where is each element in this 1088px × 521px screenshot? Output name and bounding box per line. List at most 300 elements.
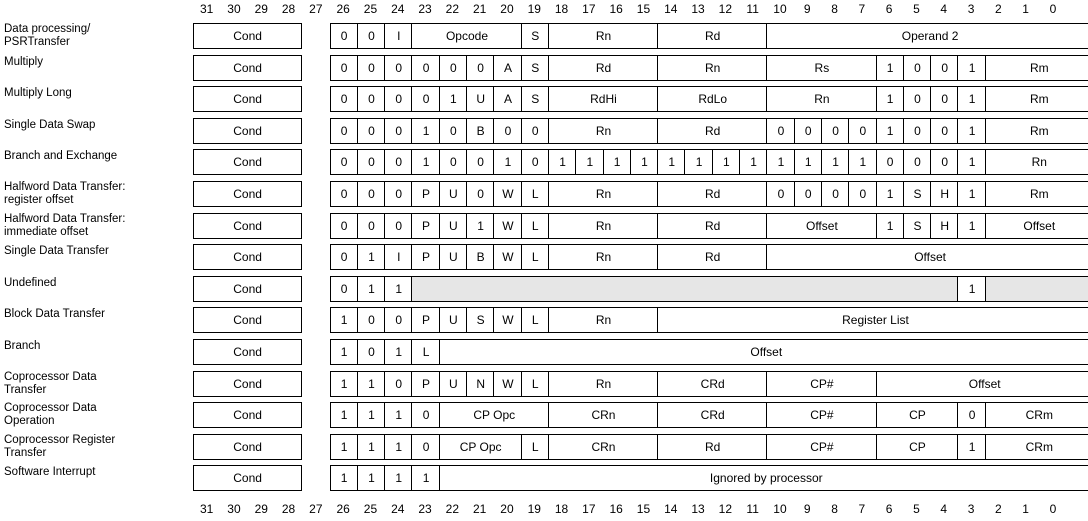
bit-field: 0 [357, 181, 385, 207]
bit-number-top: 15 [636, 2, 651, 16]
bit-field: S [466, 307, 494, 333]
instruction-label-line: Transfer [4, 383, 47, 396]
bit-field: 0 [330, 244, 358, 270]
bit-field: Rn [548, 307, 658, 333]
bit-field: A [493, 55, 521, 81]
bit-field: Cond [193, 23, 302, 49]
bit-field: 0 [357, 86, 385, 112]
bit-field: Rd [657, 118, 767, 144]
bit-field: 0 [903, 118, 931, 144]
bit-field: 0 [357, 339, 385, 365]
bit-number-bottom: 1 [1022, 502, 1029, 516]
bit-field: Rm [985, 86, 1088, 112]
bit-number-bottom: 22 [445, 502, 460, 516]
bit-field: CP# [766, 434, 876, 460]
bit-field: 1 [330, 339, 358, 365]
bit-number-top: 25 [363, 2, 378, 16]
bit-field: Rn [548, 23, 658, 49]
bit-field: Rm [985, 181, 1088, 207]
bit-number-top: 11 [746, 2, 759, 16]
bit-number-bottom: 25 [363, 502, 378, 516]
bit-field: Rd [657, 23, 767, 49]
bit-field: 1 [384, 339, 412, 365]
bit-field: L [521, 307, 549, 333]
bit-field: 1 [712, 149, 740, 175]
bit-field: CRd [657, 402, 767, 428]
bit-field: Cond [193, 434, 302, 460]
bit-number-top: 3 [967, 2, 975, 16]
bit-field: U [439, 213, 467, 239]
bit-field: Rd [657, 213, 767, 239]
bit-number-bottom: 2 [994, 502, 1002, 516]
bit-field: Rm [985, 118, 1088, 144]
bit-field: Cond [193, 86, 302, 112]
bit-field: L [521, 434, 549, 460]
bit-field: CRn [548, 402, 658, 428]
bit-field: 0 [411, 55, 439, 81]
instruction-label-line: Single Data Swap [4, 118, 96, 131]
bit-field: Cond [193, 465, 302, 491]
instruction-label-line: Operation [4, 415, 55, 428]
bit-field: 1 [330, 402, 358, 428]
instruction-label-line: PSRTransfer [4, 36, 70, 48]
bit-field: 0 [466, 181, 494, 207]
instruction-label [4, 308, 105, 321]
bit-number-bottom: 27 [309, 502, 323, 516]
bit-field: 1 [739, 149, 767, 175]
bit-field: RdHi [548, 86, 658, 112]
bit-number-top: 27 [309, 2, 323, 16]
bit-number-bottom: 19 [527, 502, 541, 516]
bit-field: 0 [930, 55, 958, 81]
bit-field: W [493, 213, 521, 239]
bit-field: 0 [766, 118, 794, 144]
bit-field: 1 [357, 434, 385, 460]
bit-field: 1 [493, 149, 521, 175]
bit-field: Rd [548, 55, 658, 81]
bit-field: 1 [357, 465, 385, 491]
unused-field [411, 276, 958, 302]
bit-field: Cond [193, 244, 302, 270]
bit-field: Rn [766, 86, 876, 112]
bit-number-bottom: 30 [227, 502, 241, 516]
instruction-label-line: Coprocessor Data [4, 402, 97, 415]
bit-field: B [466, 118, 494, 144]
bit-number-top: 8 [831, 2, 838, 16]
bit-field: 0 [493, 118, 521, 144]
bit-field: 0 [357, 23, 385, 49]
bit-number-top: 6 [885, 2, 893, 16]
bit-field: 0 [876, 149, 904, 175]
bit-field: Ignored by processor [439, 465, 1088, 491]
bit-number-bottom: 3 [967, 502, 975, 516]
bit-field: W [493, 181, 521, 207]
bit-field: 0 [411, 402, 439, 428]
bit-field: Rn [657, 55, 767, 81]
bit-field: S [521, 55, 549, 81]
bit-number-bottom: 7 [858, 502, 866, 516]
bit-field: 1 [957, 118, 985, 144]
bit-field: Cond [193, 339, 302, 365]
bit-field: 1 [466, 213, 494, 239]
bit-field: Operand 2 [766, 23, 1088, 49]
bit-field: Rd [657, 434, 767, 460]
bit-field: 1 [411, 149, 439, 175]
bit-field: 0 [330, 55, 358, 81]
bit-field: 0 [439, 118, 467, 144]
bit-field: 1 [766, 149, 794, 175]
instruction-label-line: Multiply Long [4, 87, 72, 100]
bit-field: Offset [766, 244, 1088, 270]
bit-field: 0 [821, 181, 849, 207]
bit-field: 1 [876, 181, 904, 207]
bit-field: 0 [357, 118, 385, 144]
bit-field: W [493, 371, 521, 397]
bit-field: Rs [766, 55, 876, 81]
instruction-label-line: Data processing/ [4, 23, 91, 35]
instruction-label-line: immediate offset [4, 225, 89, 238]
bit-field: P [411, 307, 439, 333]
bit-number-top: 16 [609, 2, 623, 16]
bit-field: 0 [848, 181, 876, 207]
bit-field: 0 [521, 149, 549, 175]
bit-field: 1 [876, 55, 904, 81]
bit-field: 1 [794, 149, 822, 175]
unused-field [985, 276, 1088, 302]
bit-field: 1 [330, 465, 358, 491]
bit-field: H [930, 213, 958, 239]
bit-field: 0 [903, 55, 931, 81]
bit-number-top: 17 [582, 2, 596, 16]
instruction-label-line: Halfword Data Transfer: [4, 181, 126, 193]
bit-field: 1 [957, 213, 985, 239]
bit-number-bottom: 9 [803, 502, 811, 516]
bit-field: 0 [384, 181, 412, 207]
bit-field: 1 [330, 434, 358, 460]
bit-field: 0 [384, 86, 412, 112]
bit-field: Rn [548, 244, 658, 270]
bit-field: Offset [985, 213, 1088, 239]
bit-number-top: 24 [391, 2, 405, 16]
bit-number-bottom: 21 [472, 502, 487, 516]
bit-field: L [521, 371, 549, 397]
bit-field: 0 [330, 23, 358, 49]
bit-field: U [439, 307, 467, 333]
bit-field: 1 [957, 149, 985, 175]
bit-number-bottom: 23 [418, 502, 432, 516]
bit-number-top: 23 [418, 2, 432, 16]
bit-field: 0 [930, 118, 958, 144]
bit-field: 0 [439, 55, 467, 81]
bit-field: 1 [575, 149, 603, 175]
instruction-label [4, 150, 117, 163]
bit-number-bottom: 14 [664, 502, 678, 516]
bit-field: Cond [193, 276, 302, 302]
bit-field: 1 [876, 213, 904, 239]
bit-field: 0 [384, 371, 412, 397]
instruction-label-line: Halfword Data Transfer: [4, 212, 126, 225]
bit-field: CRn [548, 434, 658, 460]
bit-field: U [439, 371, 467, 397]
instruction-label [4, 213, 125, 239]
bit-field: 1 [357, 402, 385, 428]
bit-field: P [411, 371, 439, 397]
bit-field: Cond [193, 149, 302, 175]
bit-number-bottom: 17 [582, 502, 596, 516]
bit-field: Cond [193, 181, 302, 207]
bit-field: I [384, 244, 412, 270]
instruction-label [4, 245, 109, 258]
bit-field: CP# [766, 402, 876, 428]
bit-field: Cond [193, 118, 302, 144]
bit-field: 1 [630, 149, 658, 175]
bit-field: S [903, 181, 931, 207]
bit-number-top: 14 [664, 2, 678, 16]
instruction-label-line: Multiply [4, 55, 43, 68]
bit-field: 0 [384, 55, 412, 81]
bit-field: B [466, 244, 494, 270]
bit-number-bottom: 15 [636, 502, 651, 516]
bit-field: 1 [411, 465, 439, 491]
instruction-label-line: Coprocessor Data [4, 370, 97, 383]
instruction-label [4, 119, 95, 132]
bit-number-bottom: 5 [913, 502, 920, 516]
bit-field: 0 [821, 118, 849, 144]
bit-field: CRd [657, 371, 767, 397]
bit-field: 0 [930, 86, 958, 112]
bit-field: CRm [985, 402, 1088, 428]
bit-field: L [521, 213, 549, 239]
bit-field: Offset [439, 339, 1088, 365]
bit-field: 0 [903, 149, 931, 175]
bit-field: CRm [985, 434, 1088, 460]
bit-field: Rm [985, 55, 1088, 81]
bit-field: Rn [548, 118, 658, 144]
bit-field: 0 [766, 181, 794, 207]
bit-field: 1 [357, 244, 385, 270]
bit-field: H [930, 181, 958, 207]
instruction-label-line: Branch and Exchange [4, 150, 118, 163]
bit-field: U [439, 244, 467, 270]
bit-field: I [384, 23, 412, 49]
instruction-label-line: register offset [4, 194, 74, 206]
bit-field: 1 [548, 149, 576, 175]
bit-field: Register List [657, 307, 1088, 333]
bit-number-bottom: 31 [199, 502, 214, 516]
bit-field: 0 [330, 118, 358, 144]
bit-number-bottom: 13 [691, 502, 705, 516]
bit-field: CP# [766, 371, 876, 397]
bit-number-top: 4 [940, 2, 948, 16]
bit-field: Offset [766, 213, 876, 239]
bit-number-bottom: 10 [773, 502, 787, 516]
bit-field: W [493, 244, 521, 270]
bit-number-top: 26 [336, 2, 350, 16]
bit-field: U [466, 86, 494, 112]
bit-number-bottom: 4 [940, 502, 948, 516]
bit-field: RdLo [657, 86, 767, 112]
bit-number-bottom: 11 [746, 502, 759, 516]
bit-field: 0 [848, 118, 876, 144]
bit-field: 0 [466, 55, 494, 81]
bit-field: 0 [384, 307, 412, 333]
bit-field: 1 [876, 86, 904, 112]
instruction-label [4, 23, 90, 49]
bit-field: 1 [821, 149, 849, 175]
instruction-label [4, 340, 40, 353]
bit-field: L [521, 181, 549, 207]
instruction-label [4, 466, 95, 479]
bit-number-bottom: 20 [500, 502, 514, 516]
bit-field: CP [876, 434, 959, 460]
bit-field: 0 [357, 307, 385, 333]
bit-field: Cond [193, 307, 302, 333]
bit-field: W [493, 307, 521, 333]
bit-field: 1 [957, 86, 985, 112]
bit-number-bottom: 12 [718, 502, 733, 516]
bit-field: 0 [330, 276, 358, 302]
bit-field: 0 [357, 149, 385, 175]
bit-field: A [493, 86, 521, 112]
instruction-label-line: Software Interrupt [4, 466, 96, 479]
bit-field: Offset [876, 371, 1088, 397]
bit-field: 0 [357, 55, 385, 81]
bit-field: 0 [384, 149, 412, 175]
bit-number-bottom: 28 [281, 502, 296, 516]
bit-field: 0 [794, 181, 822, 207]
bit-field: Rn [548, 371, 658, 397]
bit-number-top: 30 [227, 2, 241, 16]
bit-number-top: 18 [554, 2, 569, 16]
bit-field: 1 [684, 149, 712, 175]
bit-number-top: 12 [718, 2, 733, 16]
bit-field: 0 [957, 402, 985, 428]
bit-number-top: 7 [858, 2, 866, 16]
instruction-label [4, 56, 43, 69]
bit-field: 0 [357, 213, 385, 239]
bit-field: 1 [330, 371, 358, 397]
bit-field: 1 [603, 149, 631, 175]
bit-field: 1 [357, 276, 385, 302]
bit-number-bottom: 0 [1049, 502, 1057, 516]
bit-field: 0 [384, 118, 412, 144]
instruction-label [4, 402, 97, 428]
bit-number-bottom: 16 [609, 502, 623, 516]
bit-field: Opcode [411, 23, 521, 49]
bit-field: 0 [330, 149, 358, 175]
bit-field: 0 [330, 181, 358, 207]
instruction-label-line: Undefined [4, 276, 57, 289]
bit-field: Rd [657, 244, 767, 270]
bit-number-top: 0 [1049, 2, 1057, 16]
bit-field: 0 [521, 118, 549, 144]
bit-field: P [411, 213, 439, 239]
bit-field: 1 [357, 371, 385, 397]
bit-field: 1 [848, 149, 876, 175]
instruction-label [4, 371, 97, 397]
bit-number-top: 19 [527, 2, 541, 16]
bit-number-bottom: 24 [391, 502, 405, 516]
bit-field: 0 [439, 149, 467, 175]
bit-field: 0 [330, 86, 358, 112]
bit-field: CP Opc [439, 434, 522, 460]
bit-number-top: 22 [445, 2, 460, 16]
bit-field: 1 [957, 55, 985, 81]
bit-field: P [411, 181, 439, 207]
bit-field: 1 [657, 149, 685, 175]
bit-field: 0 [330, 213, 358, 239]
bit-field: 1 [384, 276, 412, 302]
instruction-label [4, 87, 72, 100]
bit-field: 1 [330, 307, 358, 333]
bit-field: S [521, 23, 549, 49]
bit-field: 0 [384, 213, 412, 239]
bit-field: 1 [411, 118, 439, 144]
bit-field: CP [876, 402, 959, 428]
bit-field: P [411, 244, 439, 270]
bit-number-top: 20 [500, 2, 514, 16]
bit-number-top: 29 [254, 2, 268, 16]
bit-number-top: 13 [691, 2, 705, 16]
bit-field: Rn [985, 149, 1088, 175]
bit-number-top: 1 [1022, 2, 1029, 16]
bit-field: 1 [957, 434, 985, 460]
bit-field: Rn [548, 181, 658, 207]
bit-field: 0 [411, 86, 439, 112]
bit-field: Cond [193, 55, 302, 81]
bit-field: 1 [957, 276, 985, 302]
instruction-label-line: Single Data Transfer [4, 245, 109, 258]
bit-number-top: 5 [913, 2, 920, 16]
bit-field: 0 [411, 434, 439, 460]
bit-number-top: 10 [773, 2, 787, 16]
instruction-label-line: Block Data Transfer [4, 308, 105, 321]
bit-field: Cond [193, 402, 302, 428]
bit-field: Rn [548, 213, 658, 239]
instruction-label [4, 277, 56, 290]
bit-field: 1 [384, 434, 412, 460]
bit-number-bottom: 6 [885, 502, 893, 516]
bit-field: 1 [957, 181, 985, 207]
bit-number-top: 2 [994, 2, 1002, 16]
bit-number-bottom: 29 [254, 502, 268, 516]
bit-field: 0 [903, 86, 931, 112]
bit-field: L [521, 244, 549, 270]
bit-field: L [411, 339, 439, 365]
bit-field: Rd [657, 181, 767, 207]
instruction-label-line: Coprocessor Register [4, 433, 116, 446]
bit-number-bottom: 26 [336, 502, 350, 516]
bit-field: Cond [193, 213, 302, 239]
bit-field: 1 [384, 402, 412, 428]
instruction-label-line: Transfer [4, 446, 47, 459]
bit-number-top: 21 [472, 2, 487, 16]
bit-field: U [439, 181, 467, 207]
bit-field: 1 [876, 118, 904, 144]
instruction-label [4, 434, 115, 460]
bit-field: N [466, 371, 494, 397]
bit-field: 1 [439, 86, 467, 112]
instruction-label [4, 181, 125, 207]
bit-field: S [521, 86, 549, 112]
bit-field: S [903, 213, 931, 239]
bit-number-top: 9 [803, 2, 811, 16]
bit-field: 0 [466, 149, 494, 175]
bit-field: Cond [193, 371, 302, 397]
bit-number-bottom: 18 [554, 502, 569, 516]
bit-field: 0 [930, 149, 958, 175]
bit-number-bottom: 8 [831, 502, 838, 516]
